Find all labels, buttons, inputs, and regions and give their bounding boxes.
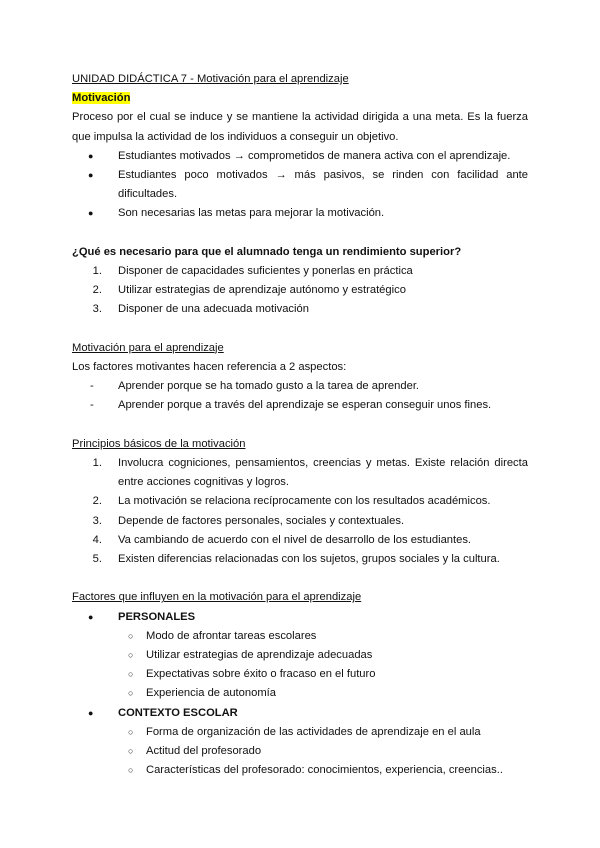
principles-list	[72, 454, 528, 569]
bullet-icon: ●	[88, 150, 94, 161]
performance-list	[72, 262, 528, 320]
circle-bullet-icon: ○	[128, 669, 134, 680]
dash-icon: -	[90, 380, 94, 393]
factors-list	[72, 608, 528, 781]
list-item: 1. Disponer de capacidades suficientes y ponerlas en práctica	[92, 265, 413, 278]
list-item: 5. Existen diferencias relacionadas con los sujetos, grupos sociales y la cultura.	[92, 553, 500, 566]
factor-group-contexto-escolar: ● CONTEXTO ESCOLAR	[72, 704, 528, 723]
bullet-icon: ●	[88, 170, 94, 181]
principles-heading: Principios básicos de la motivación	[72, 437, 246, 450]
motivation-heading-line	[72, 89, 528, 108]
list-item: ○ Actitud del profesorado	[72, 742, 528, 761]
list-item: ○ Forma de organización de las actividades de aprendizaje en el aula	[72, 723, 528, 742]
dash-icon: -	[90, 399, 94, 412]
circle-bullet-icon: ○	[128, 726, 134, 737]
circle-bullet-icon: ○	[128, 650, 134, 661]
circle-bullet-icon: ○	[128, 688, 134, 699]
list-item: 2. La motivación se relaciona recíprocamente con los resultados académicos.	[92, 495, 491, 508]
motivation-heading: Motivación	[72, 92, 131, 105]
unit-title: UNIDAD DIDÁCTICA 7 - Motivación para el aprendizaje	[72, 73, 349, 85]
document-content	[72, 70, 528, 780]
list-item: 3. Depende de factores personales, sociales y contextuales.	[92, 514, 405, 527]
list-item: ● Estudiantes motivados → comprometidos de manera activa con el aprendizaje.	[72, 147, 528, 166]
list-item: - Aprender porque a través del aprendizaje se esperan conseguir unos fines.	[72, 396, 528, 415]
performance-question: ¿Qué es necesario para que el alumnado tenga un rendimiento superior?	[72, 245, 462, 258]
list-item: ○ Expectativas sobre éxito o fracaso en el futuro	[72, 665, 528, 684]
bullet-icon: ●	[88, 707, 94, 718]
circle-bullet-icon: ○	[128, 746, 134, 757]
factor-group-personales: ● PERSONALES	[72, 608, 528, 627]
list-item: ● Son necesarias las metas para mejorar la motivación.	[72, 204, 528, 223]
list-item: 2. Utilizar estrategias de aprendizaje autónomo y estratégico	[92, 284, 406, 297]
factors-heading: Factores que influyen en la motivación para el aprendizaje	[72, 591, 362, 604]
bullet-icon: ●	[88, 208, 94, 219]
list-item: 1. Involucra cogniciones, pensamientos, creencias y metas. Existe relación directa entre acciones cognitivas y logros.	[92, 457, 528, 489]
learning-motivation-heading: Motivación para el aprendizaje	[72, 341, 224, 354]
list-item: ○ Características del profesorado: conocimientos, experiencia, creencias..	[72, 761, 528, 780]
circle-bullet-icon: ○	[128, 630, 134, 641]
list-item: ● Estudiantes poco motivados → más pasivos, se rinden con facilidad ante dificultades.	[72, 166, 528, 204]
motivation-bullets	[72, 147, 528, 224]
list-item: 4. Va cambiando de acuerdo con el nivel de desarrollo de los estudiantes.	[92, 533, 472, 546]
circle-bullet-icon: ○	[128, 765, 134, 776]
learning-motivation-intro: Los factores motivantes hacen referencia a 2 aspectos:	[72, 361, 347, 374]
list-item: ○ Utilizar estrategias de aprendizaje adecuadas	[72, 646, 528, 665]
learning-motivation-list	[72, 377, 528, 415]
motivation-definition: Proceso por el cual se induce y se mantiene la actividad dirigida a una meta. Es la fuerza que impulsa la actividad de los individuos a conseguir un objetivo.	[72, 111, 528, 143]
list-item: 3. Disponer de una adecuada motivación	[92, 303, 309, 316]
list-item: - Aprender porque se ha tomado gusto a la tarea de aprender.	[72, 377, 528, 396]
list-item: ○ Modo de afrontar tareas escolares	[72, 627, 528, 646]
list-item: ○ Experiencia de autonomía	[72, 684, 528, 703]
bullet-icon: ●	[88, 611, 94, 622]
